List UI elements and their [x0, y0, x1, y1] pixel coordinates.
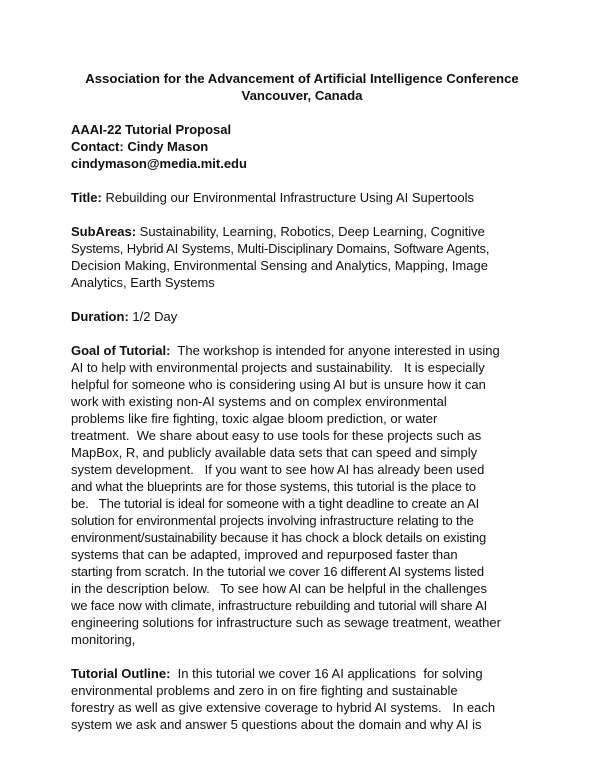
outline-line: In this tutorial we cover 16 AI applications for solving: [170, 666, 483, 681]
goal-line: in the description below. To see how AI can be helpful in the challenges: [71, 581, 488, 596]
duration-value: 1/2 Day: [128, 309, 178, 324]
document-page: [71, 70, 533, 733]
subareas-line: Systems, Hybrid AI Systems, Multi-Disciplinary Domains, Software Agents,: [71, 241, 490, 256]
duration-label: Duration:: [71, 309, 129, 324]
conference-name: Association for the Advancement of Artificial Intelligence Conference: [85, 71, 519, 86]
goal-line: monitoring,: [71, 632, 136, 647]
duration-field: [71, 308, 533, 325]
spacer: [71, 206, 533, 223]
outline-section: [71, 665, 533, 733]
subareas-label: SubAreas:: [71, 224, 137, 239]
proposal-title: AAAI-22 Tutorial Proposal: [71, 122, 232, 137]
outline-line: system we ask and answer 5 questions about the domain and why AI is: [71, 717, 482, 732]
outline-line: forestry as well as give extensive coverage to hybrid AI systems. In each: [71, 700, 496, 715]
goal-line: starting from scratch. In the tutorial we cover 16 different AI systems listed: [71, 564, 484, 579]
title-label: Title:: [71, 190, 102, 205]
goal-line: solution for environmental projects involving infrastructure relating to the: [71, 513, 474, 528]
goal-line: and what the blueprints are for those systems, this tutorial is the place to: [71, 479, 476, 494]
spacer: [71, 648, 533, 665]
outline-label: Tutorial Outline:: [71, 666, 171, 681]
conference-header: [71, 70, 533, 104]
goal-label: Goal of Tutorial:: [71, 343, 171, 358]
conference-location: Vancouver, Canada: [241, 88, 363, 103]
title-field: [71, 189, 533, 206]
spacer: [71, 104, 533, 121]
proposal-contact: Contact: Cindy Mason: [71, 139, 209, 154]
goal-section: [71, 342, 533, 648]
subareas-line: Analytics, Earth Systems: [71, 275, 215, 290]
goal-line: MapBox, R, and publicly available data sets that can speed and simply: [71, 445, 478, 460]
goal-line: AI to help with environmental projects and sustainability. It is especially: [71, 360, 485, 375]
subareas-line: Sustainability, Learning, Robotics, Deep Learning, Cognitive: [136, 224, 485, 239]
goal-line: engineering solutions for infrastructure such as sewage treatment, weather: [71, 615, 501, 630]
goal-line: helpful for someone who is considering using AI but is unsure how it can: [71, 377, 486, 392]
title-value: Rebuilding our Environmental Infrastructure Using AI Supertools: [101, 190, 474, 205]
goal-line: treatment. We share about easy to use tools for these projects such as: [71, 428, 482, 443]
goal-line: The workshop is intended for anyone interested in using: [170, 343, 500, 358]
spacer: [71, 325, 533, 342]
goal-line: work with existing non-AI systems and on complex environmental: [71, 394, 447, 409]
goal-line: be. The tutorial is ideal for someone with a tight deadline to create an AI: [71, 496, 480, 511]
subareas-field: [71, 223, 533, 291]
goal-line: environment/sustainability because it has chock a block details on existing: [71, 530, 487, 545]
subareas-line: Decision Making, Environmental Sensing and Analytics, Mapping, Image: [71, 258, 488, 273]
goal-line: we face now with climate, infrastructure rebuilding and tutorial will share AI: [71, 598, 488, 613]
spacer: [71, 291, 533, 308]
spacer: [71, 172, 533, 189]
proposal-email: cindymason@media.mit.edu: [71, 156, 247, 171]
goal-line: system development. If you want to see how AI has already been used: [71, 462, 485, 477]
goal-line: systems that can be adapted, improved and repurposed faster than: [71, 547, 458, 562]
outline-line: environmental problems and zero in on fire fighting and sustainable: [71, 683, 458, 698]
proposal-info: [71, 121, 533, 172]
goal-line: problems like fire fighting, toxic algae bloom prediction, or water: [71, 411, 438, 426]
